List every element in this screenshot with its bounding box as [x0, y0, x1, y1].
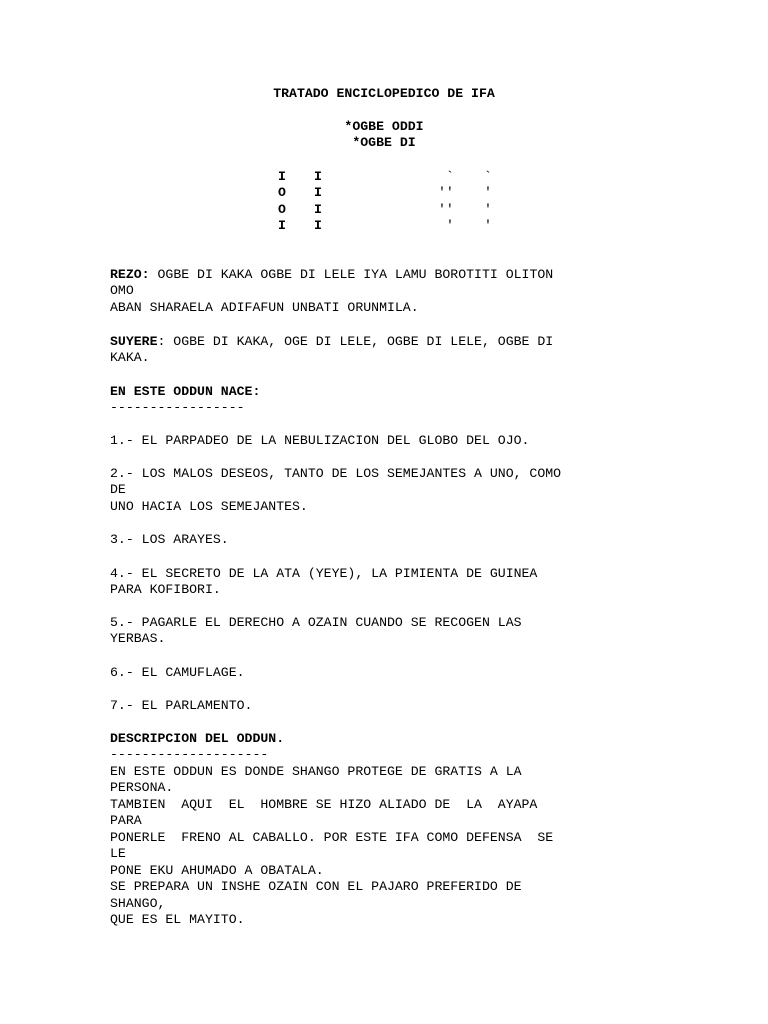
sign-left-2: O: [278, 185, 286, 200]
descripcion-line-2: PERSONA.: [110, 780, 174, 795]
nace-item-1: 1.- EL PARPADEO DE LA NEBULIZACION DEL GLOBO DEL OJO.: [110, 433, 530, 448]
descripcion-line-10: QUE ES EL MAYITO.: [110, 912, 245, 927]
descripcion-rule: --------------------: [110, 747, 269, 762]
suyere-line-2: KAKA.: [110, 350, 150, 365]
odu-title-primary: *OGBE ODDI: [344, 119, 424, 134]
sign-mark-right-1: `: [484, 169, 492, 184]
descripcion-line-1: EN ESTE ODDUN ES DONDE SHANGO PROTEGE DE GRATIS A LA: [110, 764, 522, 779]
nace-item-4-line-1: 4.- EL SECRETO DE LA ATA (YEYE), LA PIMIENTA DE GUINEA: [110, 566, 538, 581]
sign-mark-left-1: `: [446, 169, 454, 184]
sign-mark-right-4: ': [484, 218, 492, 233]
nace-item-3: 3.- LOS ARAYES.: [110, 532, 229, 547]
sign-mark-left-4: ': [446, 218, 454, 233]
suyere-line-1: [110, 334, 553, 351]
sign-mark-right-2: ': [484, 185, 492, 200]
nace-heading: EN ESTE ODDUN NACE:: [110, 384, 261, 399]
nace-item-7: 7.- EL PARLAMENTO.: [110, 698, 253, 713]
sign-right-1: I: [314, 169, 322, 184]
sign-mark-left-3: '': [438, 202, 454, 217]
rezo-line-2: OMO: [110, 283, 134, 298]
descripcion-heading: DESCRIPCION DEL ODDUN.: [110, 731, 285, 746]
nace-item-5-line-2: YERBAS.: [110, 631, 166, 646]
sign-right-3: I: [314, 202, 322, 217]
descripcion-line-8: SE PREPARA UN INSHE OZAIN CON EL PAJARO PREFERIDO DE: [110, 879, 522, 894]
sign-left-1: I: [278, 169, 286, 184]
rezo-text-1: OGBE DI KAKA OGBE DI LELE IYA LAMU BOROTITI OLITON: [149, 267, 554, 282]
descripcion-line-7: PONE EKU AHUMADO A OBATALA.: [110, 863, 324, 878]
nace-item-2-line-3: UNO HACIA LOS SEMEJANTES.: [110, 499, 308, 514]
sign-left-3: O: [278, 202, 286, 217]
nace-item-6: 6.- EL CAMUFLAGE.: [110, 665, 245, 680]
suyere-label: SUYERE: [110, 334, 158, 349]
sign-mark-left-2: '': [438, 185, 454, 200]
sign-right-4: I: [314, 218, 322, 233]
descripcion-line-3: TAMBIEN AQUI EL HOMBRE SE HIZO ALIADO DE LA AYAPA: [110, 797, 538, 812]
nace-rule: -----------------: [110, 400, 245, 415]
rezo-line-1: [110, 267, 553, 284]
sign-left-4: I: [278, 218, 286, 233]
nace-item-2-line-1: 2.- LOS MALOS DESEOS, TANTO DE LOS SEMEJANTES A UNO, COMO: [110, 466, 562, 481]
nace-item-5-line-1: 5.- PAGARLE EL DERECHO A OZAIN CUANDO SE RECOGEN LAS: [110, 615, 522, 630]
nace-item-4-line-2: PARA KOFIBORI.: [110, 582, 221, 597]
suyere-text-1: : OGBE DI KAKA, OGE DI LELE, OGBE DI LELE, OGBE DI: [157, 334, 554, 349]
document-title: TRATADO ENCICLOPEDICO DE IFA: [273, 86, 495, 101]
descripcion-line-5: PONERLE FRENO AL CABALLO. POR ESTE IFA COMO DEFENSA SE: [110, 830, 554, 845]
sign-mark-right-3: ': [484, 202, 492, 217]
descripcion-line-9: SHANGO,: [110, 896, 166, 911]
rezo-label: REZO:: [110, 267, 150, 282]
descripcion-line-6: LE: [110, 846, 126, 861]
nace-item-2-line-2: DE: [110, 482, 126, 497]
rezo-line-3: ABAN SHARAELA ADIFAFUN UNBATI ORUNMILA.: [110, 300, 419, 315]
descripcion-line-4: PARA: [110, 813, 142, 828]
odu-title-secondary: *OGBE DI: [352, 135, 416, 150]
sign-right-2: I: [314, 185, 322, 200]
